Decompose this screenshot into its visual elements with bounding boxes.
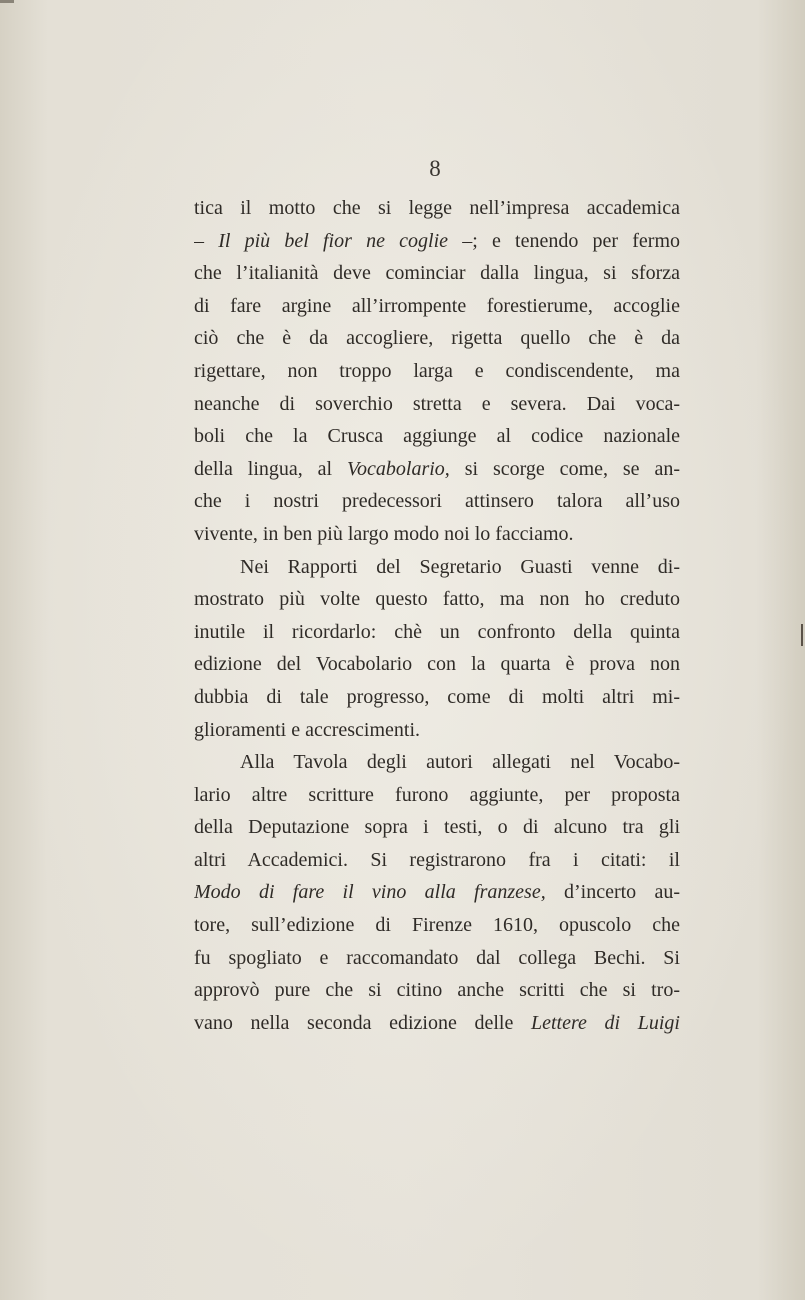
text-line	[194, 388, 680, 421]
text-run: tore, sull’edizione di Firenze 1610, opuscolo che	[194, 914, 680, 937]
text-run: vivente, in ben più largo modo noi lo facciamo.	[194, 522, 574, 545]
italic-text: Vocabolario,	[347, 457, 450, 480]
text-line	[194, 942, 680, 975]
text-run: altri Accademici. Si registrarono fra i citati: il	[194, 848, 680, 871]
text-line	[194, 714, 680, 747]
text-line	[194, 844, 680, 877]
text-run: della lingua, al	[194, 457, 348, 480]
text-line	[194, 420, 680, 453]
text-line	[194, 192, 680, 225]
text-run: tica il motto che si legge nell’impresa accademica	[194, 197, 680, 219]
italic-text: Il più bel fior ne coglie	[218, 229, 449, 252]
text-run: di fare argine all’irrompente forestierume, accoglie	[194, 294, 680, 317]
text-line	[194, 583, 680, 616]
text-run: fu spogliato e raccomandato dal collega Bechi. Si	[194, 946, 680, 969]
page-number: 8	[429, 156, 441, 181]
text-run: vano nella seconda edizione delle	[194, 1011, 531, 1034]
text-line	[194, 257, 680, 290]
text-run: approvò pure che si citino anche scritti che si tro-	[194, 979, 680, 1002]
text-run: lario altre scritture furono aggiunte, per proposta	[194, 783, 680, 806]
text-line	[194, 746, 680, 779]
text-run: che l’italianità deve cominciar dalla lingua, si sforza	[194, 262, 680, 285]
text-run: Alla Tavola degli autori allegati nel Vocabo-	[240, 751, 680, 774]
text-line	[194, 1007, 680, 1040]
text-run: che i nostri predecessori attinsero talora all’uso	[194, 490, 680, 513]
italic-text: Modo di fare il vino alla franzese,	[194, 881, 546, 904]
body-text	[194, 192, 680, 1039]
text-line	[194, 485, 680, 518]
text-run: d’incerto au-	[545, 881, 680, 904]
text-run: inutile il ricordarlo: chè un confronto della quinta	[194, 620, 680, 643]
text-run: –; e tenendo per fermo	[448, 229, 680, 252]
text-run: boli che la Crusca aggiunge al codice nazionale	[194, 425, 680, 448]
text-run: glioramenti e accrescimenti.	[194, 718, 421, 741]
text-run: –	[194, 229, 219, 252]
text-run: edizione del Vocabolario con la quarta è prova non	[194, 653, 680, 676]
text-line	[194, 648, 680, 681]
text-line	[194, 225, 680, 258]
edge-mark	[801, 624, 803, 646]
text-line	[194, 811, 680, 844]
text-line	[194, 616, 680, 649]
text-run: si scorge come, se an-	[449, 457, 680, 480]
italic-text: Lettere di Luigi	[531, 1011, 680, 1034]
corner-mark	[0, 0, 14, 3]
text-line	[194, 453, 680, 486]
text-run: Nei Rapporti del Segretario Guasti venne di-	[240, 555, 680, 578]
text-line	[194, 355, 680, 388]
text-line	[194, 518, 680, 551]
text-line	[194, 876, 680, 909]
text-run: rigettare, non troppo larga e condiscendente, ma	[194, 359, 680, 382]
text-line	[194, 974, 680, 1007]
text-run: ciò che è da accogliere, rigetta quello che è da	[194, 327, 680, 350]
text-run: dubbia di tale progresso, come di molti altri mi-	[194, 685, 680, 708]
text-line	[194, 290, 680, 323]
text-line	[194, 779, 680, 812]
text-line	[194, 909, 680, 942]
text-run: mostrato più volte questo fatto, ma non ho creduto	[194, 588, 680, 611]
text-run: neanche di soverchio stretta e severa. Dai voca-	[194, 392, 680, 415]
text-line	[194, 322, 680, 355]
text-line	[194, 551, 680, 584]
text-line	[194, 681, 680, 714]
text-run: della Deputazione sopra i testi, o di alcuno tra gli	[194, 816, 680, 839]
